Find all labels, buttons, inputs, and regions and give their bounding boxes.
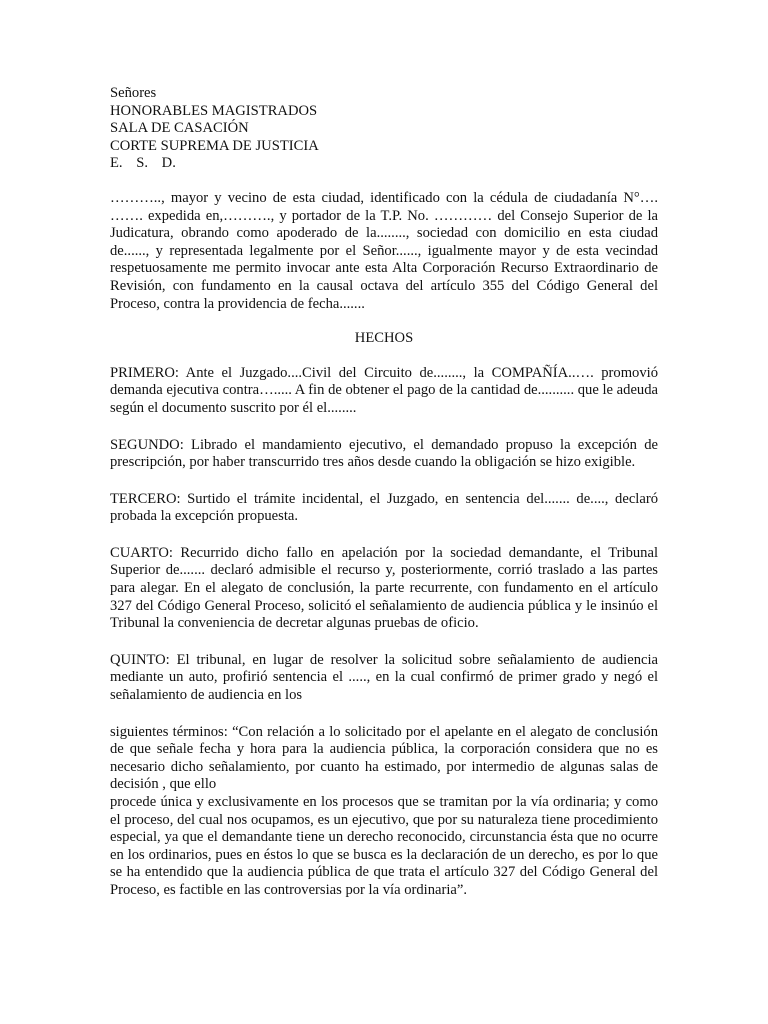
intro-paragraph: ……….., mayor y vecino de esta ciudad, identificado con la cédula de ciudadanía N°…. ……. expedida en,………., y portador de la T.P. No. ………… del Consejo Superior de la Judicatura, obrando como apoderado de la........, sociedad con domicilio en esta ciudad de......, y representada legalmente por el Señor......, igualmente mayor y de esta vecindad respetuosamente me permito invocar ante esta Alta Corporación Recurso Extraordinario de Revisión, con fundamento en la causal octava del artículo 355 del Código General del Proceso, contra la providencia de fecha....... [110, 189, 658, 312]
document-body [110, 85, 658, 900]
esd-s: S. [136, 155, 148, 172]
fact-segundo: SEGUNDO: Librado el mandamiento ejecutivo, el demandado propuso la excepción de prescripción, por haber transcurrido tres años desde cuando la obligación se hizo exigible. [110, 436, 658, 471]
addressee-line-3: CORTE SUPREMA DE JUSTICIA [110, 137, 319, 154]
addressee-line-1: HONORABLES MAGISTRADOS [110, 102, 318, 119]
esd-e: E. [110, 155, 123, 172]
salutation: Señores [110, 85, 157, 101]
fact-quinto: QUINTO: El tribunal, en lugar de resolver la solicitud sobre señalamiento de audiencia mediante un auto, profirió sentencia el ....., en la cual confirmó de primer grado y negó el señalamiento de audiencia en los [110, 651, 658, 704]
esd-d: D. [161, 155, 176, 172]
fact-tercero: TERCERO: Surtido el trámite incidental, el Juzgado, en sentencia del....... de...., declaró probada la excepción propuesta. [110, 490, 658, 525]
continuation-paragraph-1: siguientes términos: “Con relación a lo solicitado por el apelante en el alegato de conclusión de que señale fecha y hora para la audiencia pública, la corporación considera que no es necesario dicho señalamiento, por cuanto ha estimado, por intermedio de algunas salas de decisión , que ello [110, 723, 658, 793]
section-heading: HECHOS [354, 330, 414, 347]
addressee-block [110, 85, 658, 173]
fact-cuarto: CUARTO: Recurrido dicho fallo en apelación por la sociedad demandante, el Tribunal Superior de....... declaró admisible el recurso y, posteriormente, corrió traslado a las partes para alegar. En el alegato de conclusión, la parte recurrente, con fundamento en el artículo 327 del Código General Proceso, solicitó el señalamiento de audiencia pública y le insinúo el Tribunal la conveniencia de decretar algunas pruebas de oficio. [110, 544, 658, 632]
fact-primero: PRIMERO: Ante el Juzgado....Civil del Circuito de........, la COMPAÑÍA..…. promovió demanda ejecutiva contra…..... A fin de obtener el pago de la cantidad de.......... que le adeuda según el documento suscrito por él el........ [110, 364, 658, 416]
addressee-line-2: SALA DE CASACIÓN [110, 120, 249, 137]
esd-line [110, 155, 658, 173]
continuation-paragraph-2: procede única y exclusivamente en los procesos que se tramitan por la vía ordinaria; y como el proceso, del cual nos ocupamos, es un ejecutivo, que por su naturaleza tiene procedimiento especial, ya que el demandante tiene un derecho reconocido, circunstancia ésta que no ocurre en los ordinarios, pues en éstos lo que se busca es la declaración de un derecho, es por lo que se ha entendido que la audiencia pública de que trata el artículo 327 del Código General del Proceso, es factible en las controversias por la vía ordinaria”. [110, 794, 658, 898]
